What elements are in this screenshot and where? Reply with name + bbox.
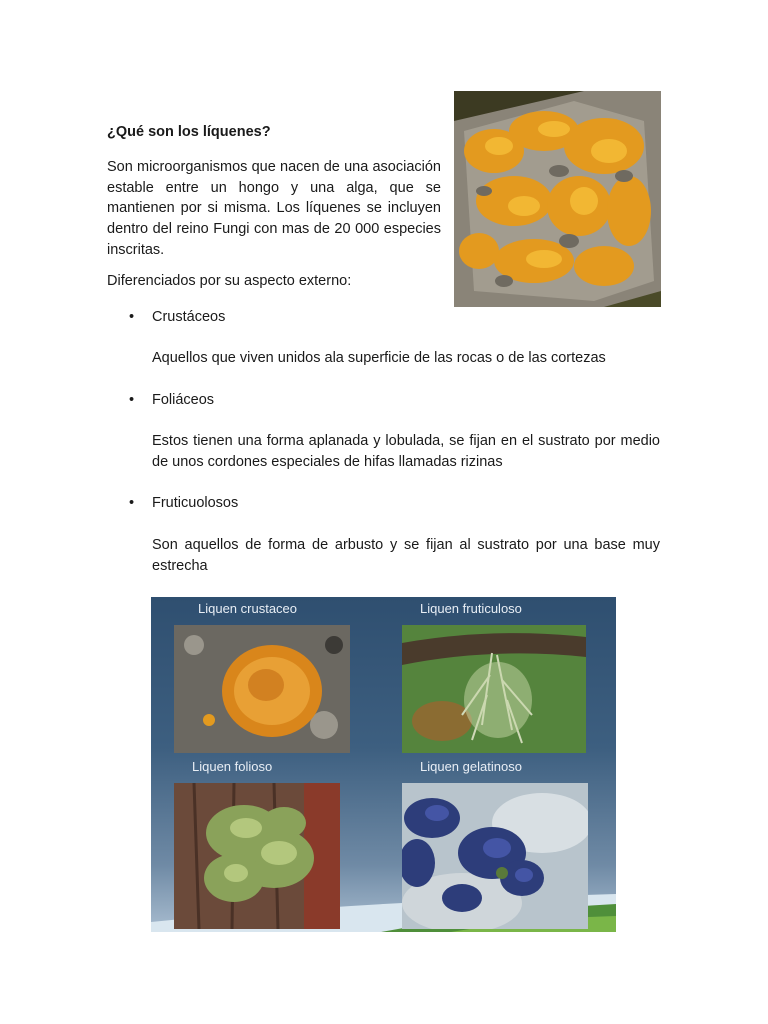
caption-folioso: Liquen folioso	[192, 759, 273, 774]
type-name: Foliáceos	[152, 392, 215, 408]
caption-fruticuloso: Liquen fruticuloso	[420, 601, 522, 616]
caption-gelatinoso: Liquen gelatinoso	[420, 759, 522, 774]
bullet-marker: •	[129, 309, 135, 325]
caption-crustaceo: Liquen crustaceo	[198, 601, 298, 616]
types-intro: Diferenciados por su aspecto externo:	[107, 273, 352, 289]
bullet-marker: •	[129, 392, 135, 408]
orange-lichen-photo	[454, 91, 661, 307]
type-description: Aquellos que viven unidos ala superficie de las rocas o de las cortezas	[152, 350, 606, 366]
gelatinous-lichen-photo	[402, 783, 588, 929]
intro-paragraph: Son microorganismos que nacen de una asociación estable entre un hongo y una alga, que se mantienen por si misma. Los líquenes se incluyen dentro del reino Fungi con mas de 20 000 especies inscritas.	[107, 159, 441, 258]
type-name: Crustáceos	[152, 309, 226, 325]
type-description: Estos tienen una forma aplanada y lobulada, se fijan en el sustrato por medio de unos cordones especiales de hifas llamadas rizinas	[152, 433, 660, 470]
fruticose-lichen-photo	[402, 625, 586, 753]
lichen-types-figure	[151, 597, 616, 932]
page-title: ¿Qué son los líquenes?	[107, 124, 271, 140]
bullet-marker: •	[129, 495, 135, 511]
foliose-lichen-photo	[174, 783, 340, 929]
type-description: Son aquellos de forma de arbusto y se fijan al sustrato por una base muy estrecha	[152, 537, 660, 574]
crustose-lichen-photo	[174, 625, 350, 753]
type-name: Fruticuolosos	[152, 495, 239, 511]
